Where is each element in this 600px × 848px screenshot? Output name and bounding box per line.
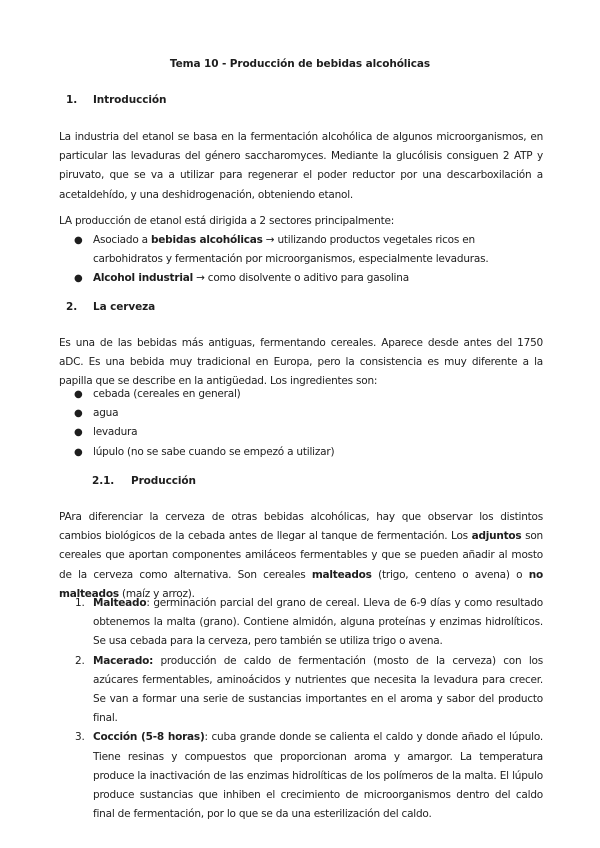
- bold-term: no malteados: [59, 568, 543, 600]
- step-number: 2.: [75, 654, 85, 667]
- production-paragraph: PAra diferenciar la cerveza de otras bebidas alcohólicas, hay que observar los distintos cambios biológicos de la cebada antes de llegar al tanque de fermentación. Los adjuntos son cereales que aportan componentes amiláceos fermentables y que se pueden añadir al mosto de la cerveza como alternativa. Son cereales malteados (trigo, centeno o avena) o no malteados (maíz y arroz).: [59, 511, 543, 600]
- section-1-title: Introducción: [93, 94, 167, 106]
- list-item: ● lúpulo (no se sabe cuando se empezó a utilizar): [59, 443, 543, 462]
- list-item: ● Asociado a bebidas alcohólicas → utilizando productos vegetales ricos en carbohidratos y fermentación por microorganismos, especialmente levaduras.: [59, 231, 543, 269]
- list-item: 3. Cocción (5-8 horas): cuba grande donde se calienta el caldo y donde añado el lúpulo. Tiene resinas y compuestos que proporcionan aroma y amargor. La temperatura produce la inactivación de las enzimas hidrolíticas de los polímeros de la malta. El lúpulo produce sustancias que inhiben el crecimiento de microorganismos dentro del caldo final de fermentación, por lo que se da una esterilización del caldo.: [59, 728, 543, 824]
- bullet-icon: ●: [74, 235, 83, 246]
- document-title: Tema 10 - Producción de bebidas alcohólicas: [169, 58, 431, 70]
- bold-term: malteados: [311, 568, 372, 581]
- bullet-icon: ●: [74, 427, 83, 439]
- section-1-heading: [66, 94, 166, 106]
- bullet-icon: ●: [74, 408, 83, 420]
- step-number: 1.: [75, 597, 85, 609]
- list-item: ● cebada (cereales en general): [59, 385, 543, 404]
- bullet-icon: ●: [74, 273, 83, 285]
- intro-paragraph-1: La industria del etanol se basa en la fermentación alcohólica de algunos microorganismos, en particular las levaduras del género saccharomyces. Mediante la glucólisis consiguen 2 ATP y piruvato, que se va a utilizar para regenerar el poder reductor por una descarboxilación a acetaldehído, y una deshidrogenación, obteniendo etanol.: [59, 131, 543, 201]
- bold-term: adjuntos: [471, 530, 522, 543]
- bold-term: Malteado: [93, 597, 147, 609]
- list-item: ● levadura: [59, 423, 543, 442]
- section-2-1-number: 2.1.: [92, 475, 115, 487]
- intro-paragraph-2: LA producción de etanol está dirigida a 2 sectores principalmente:: [59, 215, 395, 227]
- list-item: ● Alcohol industrial → como disolvente o aditivo para gasolina: [59, 269, 543, 288]
- list-item: 2. Macerado: producción de caldo de fermentación (mosto de la cerveza) con los azúcares fermentables, aminoácidos y nutrientes que necesita la levadura para crecer. Se van a formar una serie de sustancias importantes en el aroma y sabor del producto final.: [59, 652, 543, 729]
- bullet-icon: ●: [74, 389, 83, 400]
- list-item: ● agua: [59, 404, 543, 423]
- bold-term: bebidas alcohólicas: [150, 234, 263, 246]
- section-1-number: 1.: [66, 94, 78, 106]
- list-item: 1. Malteado: germinación parcial del grano de cereal. Lleva de 6-9 días y como resultado obtenemos la malta (grano). Contiene almidón, alguna proteínas y enzimas hidrolíticos. Se usa cebada para la cerveza, pero también se utiliza trigo o avena.: [59, 594, 543, 652]
- section-2-title: La cerveza: [93, 301, 156, 313]
- bold-term: Alcohol industrial: [93, 272, 193, 285]
- ingredients-list: [59, 385, 543, 462]
- step-number: 3.: [75, 731, 85, 744]
- sectors-list: [59, 231, 543, 289]
- section-2-number: 2.: [66, 301, 78, 313]
- section-2-1-title: Producción: [131, 475, 196, 487]
- production-steps-list: [59, 594, 543, 824]
- section-2-1-heading: [92, 475, 196, 487]
- bold-term: Cocción (5-8 horas): [93, 731, 205, 744]
- bold-term: Macerado:: [93, 654, 154, 667]
- bullet-icon: ●: [74, 446, 83, 458]
- beer-paragraph: Es una de las bebidas más antiguas, fermentando cereales. Aparece desde antes del 1750 aDC. Es una bebida muy tradicional en Europa, pero la consistencia es muy diferente a la papilla que se describe en la antigüedad. Los ingredientes son:: [59, 337, 543, 388]
- section-2-heading: [66, 301, 155, 313]
